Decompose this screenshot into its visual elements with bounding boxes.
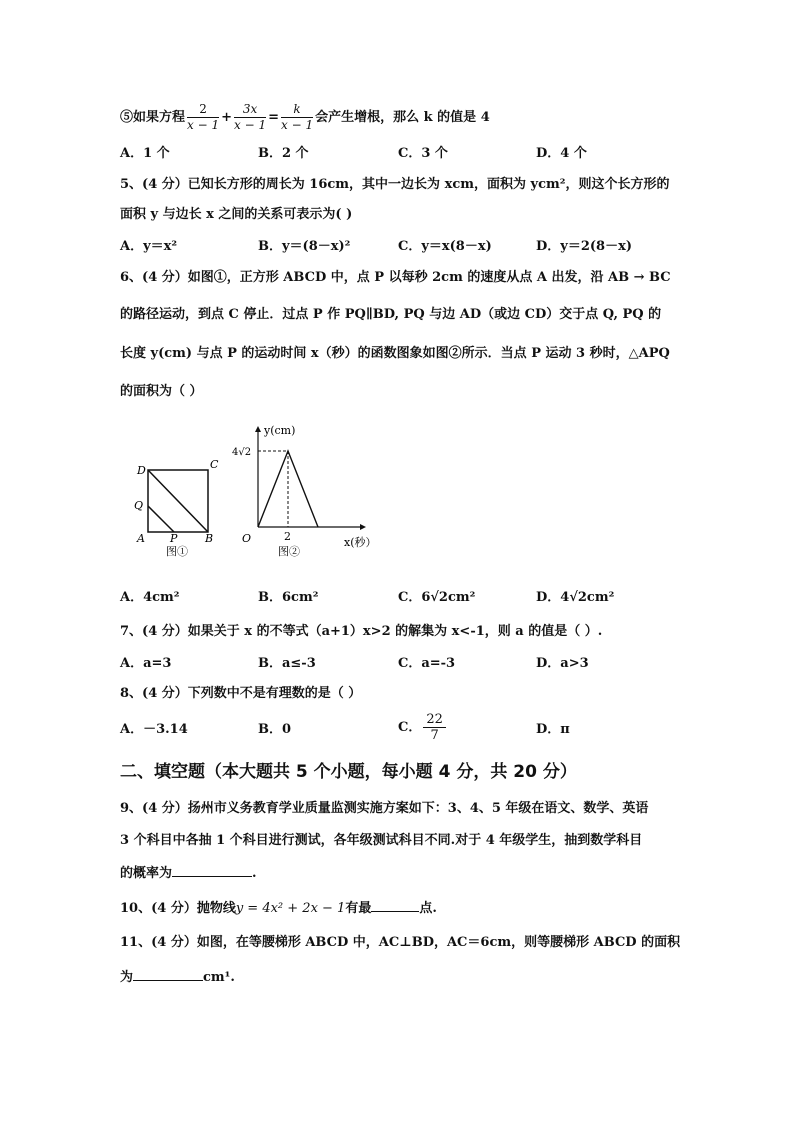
line-middle: 有最: [345, 901, 372, 916]
q5-line-1: 5、(4 分）已知长方形的周长为 16cm，其中一边长为 xcm，面积为 ycm²，则这个长方形的: [120, 177, 670, 192]
statement-suffix: 会产生增根，那么 k 的值是 4: [315, 110, 490, 125]
line-prefix: 的概率为: [120, 866, 173, 881]
q6-option-b[interactable]: B．6cm²: [258, 590, 319, 605]
q6-line-2: 的路径运动，到点 C 停止．过点 P 作 PQ∥BD, PQ 与边 AD（或边 CD）交于点 Q, PQ 的: [120, 307, 662, 322]
line-suffix: 点.: [419, 901, 437, 916]
q11-line-1: 11、(4 分）如图，在等腰梯形 ABCD 中，AC⊥BD，AC＝6cm，则等腰梯形 ABCD 的面积: [120, 935, 681, 950]
q6-option-c[interactable]: C．6√2cm²: [398, 590, 476, 605]
frac-den: x − 1: [187, 118, 220, 132]
label-c: C: [210, 458, 219, 471]
label-q: Q: [134, 499, 144, 512]
origin-label: O: [242, 532, 252, 545]
fraction-2: [234, 102, 266, 133]
q7-option-d[interactable]: D．a>3: [536, 656, 589, 671]
figure-2-caption: 图②: [278, 545, 300, 558]
q7-option-b[interactable]: B．a≤-3: [258, 656, 316, 671]
figure-1-caption: 图①: [166, 545, 188, 558]
answer-blank[interactable]: [371, 897, 419, 912]
q9-line-3: [120, 862, 257, 884]
q8-option-d[interactable]: D．π: [536, 722, 570, 737]
answer-blank[interactable]: [133, 966, 203, 981]
line-prefix: 为: [120, 970, 134, 985]
parabola-formula: y = 4x² + 2x − 1: [235, 901, 346, 916]
q5-option-b[interactable]: B．y＝(8－x)²: [258, 239, 351, 254]
x-tick-label: 2: [284, 530, 291, 543]
frac-num: k: [281, 102, 313, 118]
q7-line-1: 7、(4 分）如果关于 x 的不等式（a+1）x>2 的解集为 x<-1，则 a 的值是（ ）.: [120, 624, 603, 639]
q4-option-b[interactable]: B．2 个: [258, 146, 309, 161]
section-2-title: 二、填空题（本大题共 5 个小题，每小题 4 分，共 20 分）: [120, 762, 577, 782]
fraction-1: [187, 102, 219, 133]
frac-den: x − 1: [281, 118, 314, 132]
option-letter: C．: [398, 720, 422, 735]
frac-den: x − 1: [234, 118, 267, 132]
answer-blank[interactable]: [172, 862, 252, 877]
equals-sign: =: [268, 110, 280, 125]
y-axis-label: y(cm): [264, 424, 296, 437]
label-d: D: [137, 464, 146, 477]
label-a: A: [137, 532, 145, 545]
frac-num: 2: [187, 102, 219, 118]
q6-figures: [128, 418, 388, 563]
diagonal-bd: [148, 470, 208, 532]
label-p: P: [170, 532, 178, 545]
q4-option-c[interactable]: C．3 个: [398, 146, 448, 161]
frac-num: 3x: [234, 102, 266, 118]
q8-option-a[interactable]: A．－3.14: [120, 722, 188, 737]
q6-option-d[interactable]: D．4√2cm²: [536, 590, 615, 605]
q8-option-c[interactable]: [398, 712, 448, 743]
q5-option-a[interactable]: A．y＝x²: [120, 239, 178, 254]
x-axis-label: x(秒）: [344, 536, 377, 549]
figure-2-graph: [232, 424, 377, 558]
q11-line-2: [120, 966, 235, 988]
q10-line: [120, 897, 437, 919]
q8-line-1: 8、(4 分）下列数中不是有理数的是（ ）: [120, 686, 362, 701]
x-axis-arrow: [360, 524, 366, 530]
q4-option-a[interactable]: A．1 个: [120, 146, 170, 161]
frac-den: 7: [430, 728, 439, 743]
q6-line-3: 长度 y(cm) 与点 P 的运动时间 x（秒）的函数图象如图②所示．当点 P 运动 3 秒时，△APQ: [120, 346, 670, 361]
q5-option-d[interactable]: D．y＝2(8－x): [536, 239, 632, 254]
fraction-22-7: [423, 712, 446, 743]
q5-option-c[interactable]: C．y＝x(8－x): [398, 239, 492, 254]
segment-pq: [148, 506, 174, 532]
q4-statement-5: [120, 102, 490, 133]
q6-option-a[interactable]: A．4cm²: [120, 590, 180, 605]
fraction-3: [281, 102, 313, 133]
q6-line-4: 的面积为（ ）: [120, 384, 203, 399]
frac-num: 22: [423, 712, 446, 728]
statement-prefix: ⑤如果方程: [120, 110, 186, 125]
line-suffix: cm¹.: [203, 970, 235, 985]
q7-option-c[interactable]: C．a=-3: [398, 656, 456, 671]
q4-option-d[interactable]: D．4 个: [536, 146, 587, 161]
q9-line-2: 3 个科目中各抽 1 个科目进行测试，各年级测试科目不同.对于 4 年级学生，抽到数学科目: [120, 833, 643, 848]
y-tick-label: 4√2: [232, 447, 252, 458]
plus-sign: +: [221, 110, 233, 125]
label-b: B: [205, 532, 214, 545]
q5-line-2: 面积 y 与边长 x 之间的关系可表示为( ): [120, 207, 353, 222]
figure-1-square: [134, 458, 219, 558]
q6-line-1: 6、(4 分）如图①，正方形 ABCD 中，点 P 以每秒 2cm 的速度从点 A 出发，沿 AB → BC: [120, 270, 671, 285]
y-axis-arrow: [255, 426, 261, 432]
line-prefix: 10、(4 分）抛物线: [120, 901, 236, 916]
q8-option-b[interactable]: B．0: [258, 722, 292, 737]
q9-line-1: 9、(4 分）扬州市义务教育学业质量监测实施方案如下：3、4、5 年级在语文、数学、英语: [120, 801, 649, 816]
q7-option-a[interactable]: A．a=3: [120, 656, 172, 671]
line-suffix: .: [252, 866, 257, 881]
